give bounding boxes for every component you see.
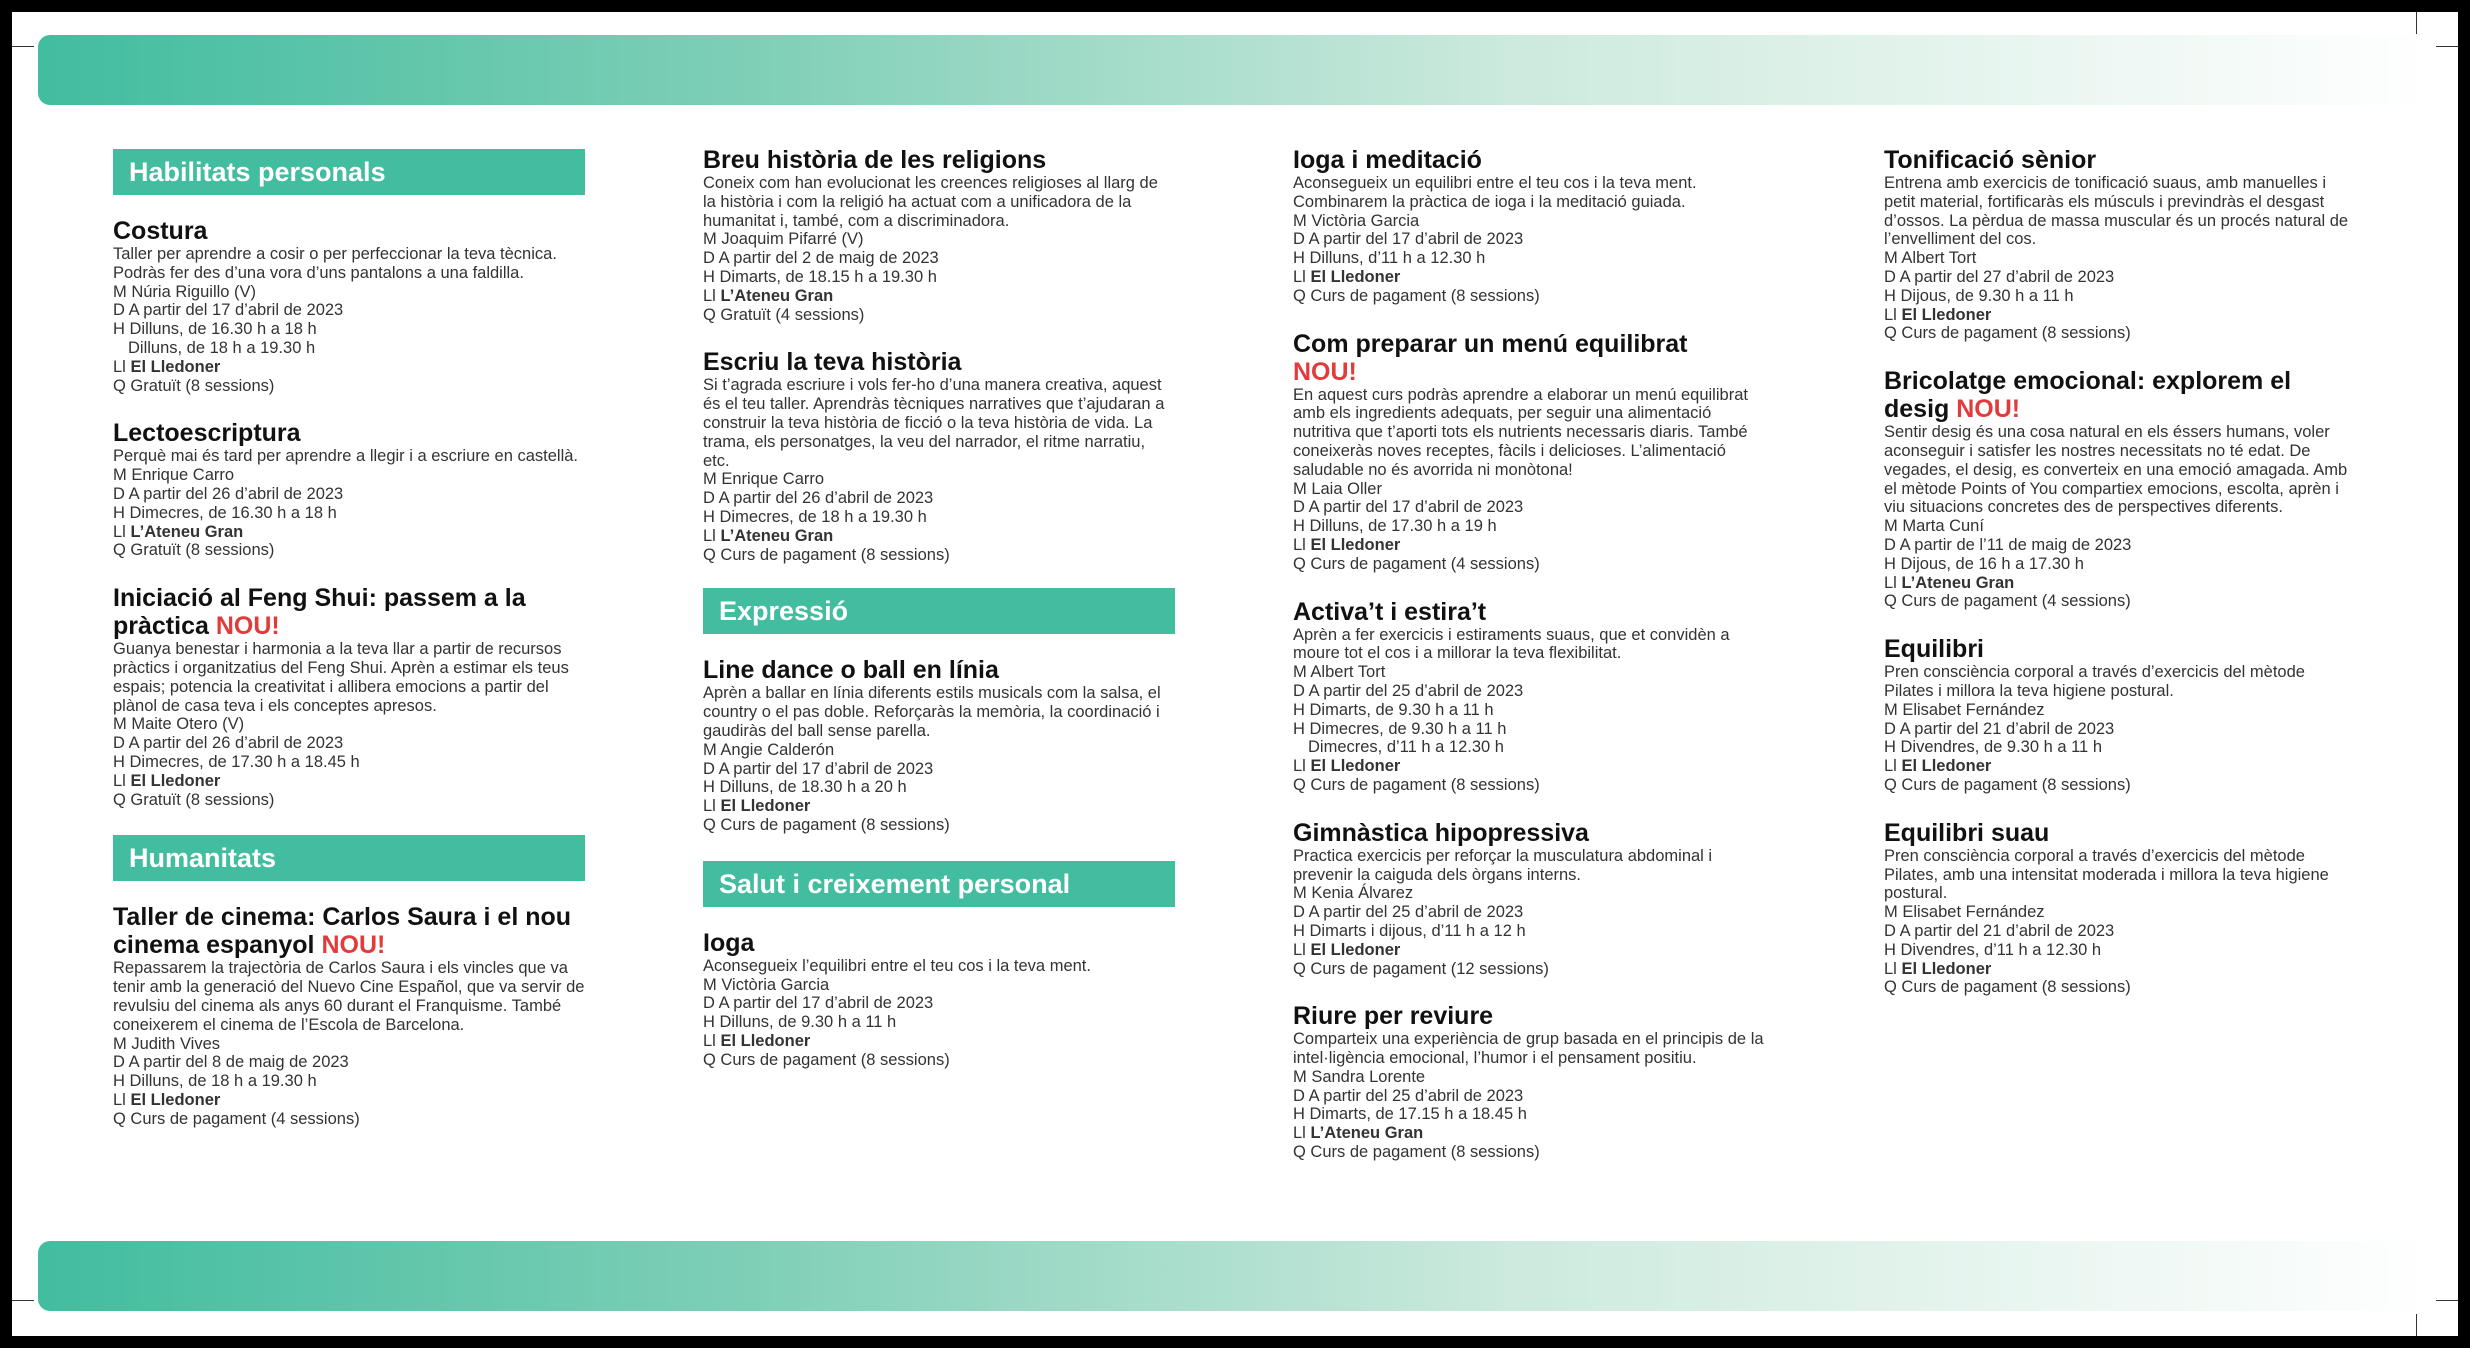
course-description: En aquest curs podràs aprendre a elaborar un menú equilibrat amb els ingredients adequats, per seguir una alimentació nutritiva que t’aporti tots els nutrients necessaris diaris. També coneixeràs noves receptes, fàcils i delicioses. L’alimentació saludable no és avorrida ni monòtona! [1293,385,1748,479]
course-schedule: H Dilluns, de 16.30 h a 18 h [113,320,317,339]
new-badge: NOU! [1293,357,1357,386]
course-item [113,903,585,1128]
location-prefix: Ll [703,1031,721,1050]
location-name: El Lledoner [130,1090,221,1109]
column-2 [703,146,1175,1094]
location-name: El Lledoner [1310,267,1401,286]
course-title: Equilibri suau [1884,818,2050,847]
course-title: Costura [113,217,208,245]
section-header: Salut i creixement personal [703,861,1175,907]
location-name: L’Ateneu Gran [130,522,244,541]
course-description: Aconsegueix l’equilibri entre el teu cos i la teva ment. [703,956,1091,975]
course-description: Practica exercicis per reforçar la musculatura abdominal i prevenir la caiguda dels òrgans interns. [1293,846,1713,884]
course-schedule: Dimecres, d’11 h a 12.30 h [1308,738,1504,757]
course-date: D A partir del 26 d’abril de 2023 [113,734,344,753]
course-teacher: M Victòria Garcia [703,975,830,994]
course-date: D A partir del 17 d’abril de 2023 [703,994,934,1013]
new-badge: NOU! [321,931,386,960]
course-teacher: M Angie Calderón [703,740,835,759]
location-name: El Lledoner [1901,305,1992,324]
crop-mark [2436,1300,2458,1301]
course-item [1884,635,2356,795]
course-title: Equilibri [1884,635,1984,664]
course-item [1884,367,2356,611]
course-date: D A partir del 17 d’abril de 2023 [1293,230,1524,249]
course-schedule: H Dimarts i dijous, d’11 h a 12 h [1293,921,1526,940]
course-teacher: M Albert Tort [1884,249,1977,268]
course-location [1293,1124,1765,1143]
course-date: D A partir del 2 de maig de 2023 [703,249,939,268]
course-item [703,348,1175,564]
course-schedule: H Dilluns, de 18.30 h a 20 h [703,778,907,797]
section-header: Humanitats [113,835,585,881]
location-prefix: Ll [113,1090,131,1109]
course-date: D A partir del 25 d’abril de 2023 [1293,903,1524,922]
column-1 [113,149,585,1153]
course-title-text: Bricolatge emocional: explorem el desig [1884,367,2292,424]
location-prefix: Ll [1884,959,1902,978]
crop-mark [12,1300,34,1301]
location-name: El Lledoner [130,771,221,790]
course-location [703,527,1175,546]
location-prefix: Ll [113,357,131,376]
course-price: Q Curs de pagament (4 sessions) [1884,592,2131,611]
course-date: D A partir del 27 d’abril de 2023 [1884,267,2115,286]
course-price: Q Curs de pagament (8 sessions) [1293,1143,1540,1162]
course-location [703,1032,1175,1051]
course-item [1293,598,1765,795]
course-schedule: Dilluns, de 18 h a 19.30 h [128,338,316,357]
course-location [1884,306,2356,325]
course-schedule: H Dilluns, de 17.30 h a 19 h [1293,517,1497,536]
location-prefix: Ll [1884,573,1902,592]
course-title [113,903,585,959]
course-title: Ioga [703,928,755,957]
course-price: Q Gratuït (8 sessions) [113,790,275,809]
course-price: Q Curs de pagament (8 sessions) [1884,324,2131,343]
course-price: Q Curs de pagament (4 sessions) [113,1109,360,1128]
course-price: Q Curs de pagament (8 sessions) [703,1050,950,1069]
location-name: El Lledoner [720,797,811,816]
course-schedule: H Dijous, de 16 h a 17.30 h [1884,554,2084,573]
course-title [113,584,585,640]
course-item [703,656,1175,834]
new-badge: NOU! [1956,395,2021,424]
course-price: Q Curs de pagament (8 sessions) [1884,978,2131,997]
course-teacher: M Enrique Carro [113,466,235,485]
course-price: Q Gratuït (4 sessions) [703,305,865,324]
course-date: D A partir del 25 d’abril de 2023 [1293,681,1524,700]
course-schedule: H Dilluns, de 9.30 h a 11 h [703,1013,897,1032]
course-item [113,419,585,560]
course-teacher: M Elisabet Fernández [1884,903,2045,922]
course-location [1293,536,1765,555]
course-teacher: M Kenia Álvarez [1293,884,1414,903]
location-prefix: Ll [1884,305,1902,324]
course-price: Q Curs de pagament (12 sessions) [1293,959,1549,978]
brochure-page [12,12,2458,1336]
course-description: Aprèn a ballar en línia diferents estils musicals com la salsa, el country o el pas doble. Reforçaràs la memòria, la coordinació i gaudiràs del ball sense parella. [703,684,1161,740]
location-prefix: Ll [1293,940,1311,959]
course-item [1293,819,1765,979]
course-description: Coneix com han evolucionat les creences religioses al llarg de la història i com la religió ha actuat com a unificadora de la humanitat i, també, com a discriminadora. [703,174,1158,230]
course-title: Ioga i meditació [1293,146,1482,174]
course-location [1293,757,1765,776]
course-title: Escriu la teva història [703,348,962,377]
course-schedule: H Dimarts, de 18.15 h a 19.30 h [703,267,937,286]
location-prefix: Ll [1293,267,1311,286]
course-location [703,287,1175,306]
crop-mark [2416,1314,2417,1336]
course-teacher: M Joaquim Pifarré (V) [703,230,864,249]
course-description: Pren consciència corporal a través d’exercicis del mètode Pilates, amb una intensitat moderada i millora la teva higiene postural. [1884,846,2329,903]
location-name: L’Ateneu Gran [1310,1124,1424,1143]
course-item [703,146,1175,324]
course-item [1884,146,2356,343]
location-name: L’Ateneu Gran [720,286,834,305]
location-name: El Lledoner [1310,757,1401,776]
course-description: Si t’agrada escriure i vols fer-ho d’una manera creativa, aquest és el teu taller. Aprendràs tècniques narratives que t’ajudaran a construir la teva història de ficció o la teva història de vida. La trama, els personatges, la veu del narrador, el ritme narratiu, etc. [703,376,1165,470]
course-date: D A partir del 17 d’abril de 2023 [703,759,934,778]
course-title: Line dance o ball en línia [703,656,999,685]
column-4 [1884,146,2356,1021]
course-schedule: H Dimarts, de 9.30 h a 11 h [1293,700,1494,719]
course-description: Repassarem la trajectòria de Carlos Saura i els vincles que va tenir amb la generació del Nuevo Cine Español, que va servir de revulsiu del cinema als anys 60 durant el Franquisme. També coneixerem el cinema de l’Escola de Barcelona. [113,959,585,1034]
course-date: D A partir de l’11 de maig de 2023 [1884,535,2132,554]
course-description: Pren consciència corporal a través d’exercicis del mètode Pilates i millora la teva higiene postural. [1884,663,2305,700]
course-date: D A partir del 26 d’abril de 2023 [113,484,344,503]
location-name: El Lledoner [130,357,221,376]
course-item [1293,146,1765,306]
course-title [1884,367,2356,423]
course-title-text: Iniciació al Feng Shui: passem a la pràctica [113,584,526,641]
course-schedule: H Dilluns, de 18 h a 19.30 h [113,1072,317,1091]
course-date: D A partir del 21 d’abril de 2023 [1884,719,2115,738]
location-prefix: Ll [703,797,721,816]
course-price: Q Curs de pagament (8 sessions) [1884,775,2131,794]
location-name: El Lledoner [1901,959,1992,978]
course-schedule: H Dimecres, de 18 h a 19.30 h [703,507,927,526]
course-item [113,217,585,395]
course-schedule: H Dilluns, d’11 h a 12.30 h [1293,249,1486,268]
course-location [1293,941,1765,960]
course-description: Aconsegueix un equilibri entre el teu cos i la teva ment. Combinarem la pràctica de ioga i la meditació guiada. [1293,174,1697,211]
crop-mark [12,46,34,47]
course-date: D A partir del 8 de maig de 2023 [113,1053,349,1072]
course-description: Sentir desig és una cosa natural en els éssers humans, voler aconseguir i satisfer les nostres necessitats no té edat. De vegades, el desig, es converteix en una emoció amagada. Amb el mètode Points of You compartiex emocions, escolta, aprèn i viu situacions concretes des de perspectives diferents. [1884,423,2348,517]
course-schedule: H Dijous, de 9.30 h a 11 h [1884,286,2074,305]
location-prefix: Ll [703,286,721,305]
course-description: Comparteix una experiència de grup basada en el principis de la intel·ligència emocional, l’humor i el pensament positiu. [1293,1030,1764,1068]
course-location [113,523,585,542]
course-price: Q Curs de pagament (8 sessions) [703,545,950,564]
course-description: Perquè mai és tard per aprendre a llegir i a escriure en castellà. [113,447,578,466]
course-teacher: M Albert Tort [1293,663,1386,682]
location-prefix: Ll [1293,757,1311,776]
location-name: El Lledoner [720,1031,811,1050]
column-3 [1293,146,1765,1186]
location-name: El Lledoner [1310,535,1401,554]
course-item [1293,1002,1765,1162]
course-teacher: M Marta Cuní [1884,517,1984,536]
course-price: Q Gratuït (8 sessions) [113,376,275,395]
location-prefix: Ll [113,522,131,541]
location-name: El Lledoner [1310,940,1401,959]
course-title: Gimnàstica hipopressiva [1293,818,1589,847]
top-gradient-band [38,35,2432,105]
crop-mark [2436,46,2458,47]
course-item [1293,330,1765,574]
location-name: L’Ateneu Gran [1901,573,2015,592]
course-teacher: M Victòria Garcia [1293,211,1420,230]
course-location [113,772,585,791]
course-item [1884,819,2356,997]
course-price: Q Curs de pagament (8 sessions) [1293,286,1540,305]
section-header: Habilitats personals [113,149,585,195]
course-teacher: M Laia Oller [1293,479,1382,498]
new-badge: NOU! [215,612,280,641]
crop-mark [2416,12,2417,34]
course-title: Riure per reviure [1293,1002,1494,1031]
course-location [703,797,1175,816]
course-title: Lectoescriptura [113,419,301,448]
course-date: D A partir del 17 d’abril de 2023 [1293,498,1524,517]
course-title: Breu història de les religions [703,146,1047,174]
course-teacher: M Enrique Carro [703,470,825,489]
course-title: Com preparar un menú equilibrat [1293,329,1688,358]
location-name: El Lledoner [1901,757,1992,776]
location-prefix: Ll [1293,535,1311,554]
course-location [1884,960,2356,979]
location-prefix: Ll [1293,1124,1311,1143]
course-item [113,584,585,809]
course-schedule: H Dimecres, de 17.30 h a 18.45 h [113,752,360,771]
course-teacher: M Sandra Lorente [1293,1067,1426,1086]
course-schedule: H Divendres, de 9.30 h a 11 h [1884,738,2102,757]
course-schedule: H Divendres, d’11 h a 12.30 h [1884,940,2102,959]
course-description: Taller per aprendre a cosir o per perfeccionar la teva tècnica. Podràs fer des d’una vora d’uns pantalons a una faldilla. [113,245,557,282]
course-description: Entrena amb exercicis de tonificació suaus, amb manuelles i petit material, fortificaràs els músculs i previndràs el desgast d’ossos. La pèrdua de massa muscular és un procés natural de l’envelliment del cos. [1884,174,2349,249]
course-date: D A partir del 21 d’abril de 2023 [1884,921,2115,940]
course-date: D A partir del 25 d’abril de 2023 [1293,1086,1524,1105]
location-prefix: Ll [1884,757,1902,776]
course-teacher: M Núria Riguillo (V) [113,282,257,301]
course-location [1884,757,2356,776]
course-schedule: H Dimarts, de 17.15 h a 18.45 h [1293,1105,1527,1124]
course-price: Q Gratuït (8 sessions) [113,541,275,560]
location-name: L’Ateneu Gran [720,526,834,545]
course-title: Activa’t i estira’t [1293,597,1487,626]
section-header: Expressió [703,588,1175,634]
course-date: D A partir del 26 d’abril de 2023 [703,489,934,508]
course-teacher: M Maite Otero (V) [113,715,245,734]
course-description: Aprèn a fer exercicis i estiraments suaus, que et convidèn a moure tot el cos i a millorar la teva flexibilitat. [1293,625,1730,663]
course-location [1884,574,2356,593]
location-prefix: Ll [703,526,721,545]
course-title: Tonificació sènior [1884,146,2097,174]
course-price: Q Curs de pagament (8 sessions) [1293,775,1540,794]
course-item [703,929,1175,1070]
course-price: Q Curs de pagament (8 sessions) [703,815,950,834]
course-teacher: M Judith Vives [113,1034,220,1053]
course-description: Guanya benestar i harmonia a la teva llar a partir de recursos pràctics i organitzatius del Feng Shui. Aprèn a estimar els teus espais; potencia la creativitat i allibera emocions a partir del plànol de casa teva i els conceptes apresos. [113,640,569,715]
course-schedule: H Dimecres, de 9.30 h a 11 h [1293,719,1507,738]
location-prefix: Ll [113,771,131,790]
course-location [113,358,585,377]
course-schedule: H Dimecres, de 16.30 h a 18 h [113,503,337,522]
course-location [113,1091,585,1110]
course-title-text: Taller de cinema: Carlos Saura i el nou cinema espanyol [113,903,572,960]
course-location [1293,268,1765,287]
bottom-gradient-band [38,1241,2432,1311]
course-teacher: M Elisabet Fernández [1884,700,2045,719]
course-price: Q Curs de pagament (4 sessions) [1293,554,1540,573]
course-date: D A partir del 17 d’abril de 2023 [113,301,344,320]
